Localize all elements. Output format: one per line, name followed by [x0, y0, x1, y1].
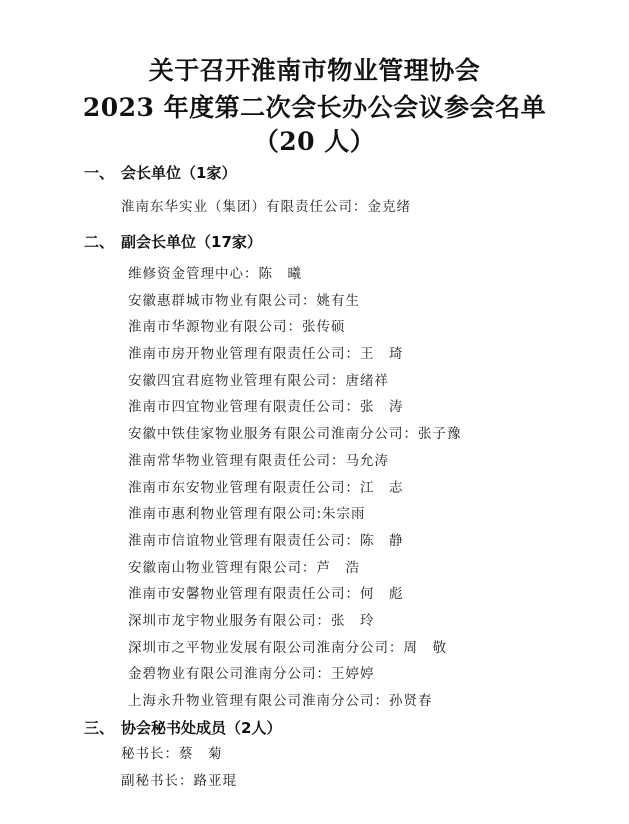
list-item: 金碧物业有限公司淮南分公司：王婷婷 [128, 666, 375, 683]
list-item: 副秘书长：路亚琨 [121, 772, 237, 789]
list-item: 安徽四宜君庭物业管理有限公司：唐绪祥 [128, 372, 389, 389]
list-item: 安徽中铁佳家物业服务有限公司淮南分公司：张子豫 [128, 426, 462, 443]
list-item: 维修资金管理中心：陈 曦 [128, 266, 302, 282]
list-item: 安徽惠群城市物业有限公司：姚有生 [128, 292, 360, 309]
section-title: 协会秘书处成员（2人） [121, 719, 282, 737]
list-item: 淮南市房开物业管理有限责任公司：王 琦 [128, 346, 404, 363]
list-item: 淮南市信谊物业管理有限责任公司：陈 静 [128, 532, 404, 549]
section-title: 会长单位（1家） [121, 164, 237, 182]
list-item: 淮南市东安物业管理有限责任公司：江 志 [128, 479, 404, 496]
section-heading-president [84, 163, 236, 183]
section-number: 一、 [84, 164, 115, 182]
list-item: 上海永升物业管理有限公司淮南分公司：孙贤春 [128, 693, 433, 709]
entry-list-president [121, 194, 411, 221]
document-title-line-2: 2023 年度第二次会长办公会议参会名单 [82, 93, 547, 122]
document-title-line-3: （20 人） [253, 127, 376, 156]
list-item: 深圳市之平物业发展有限公司淮南分公司：周 敬 [128, 639, 447, 656]
section-heading-vice-president [84, 232, 262, 252]
list-item: 秘书长：蔡 菊 [121, 746, 223, 762]
list-item: 淮南市惠利物业管理有限公司:朱宗雨 [128, 506, 366, 523]
list-item: 淮南市四宜物业管理有限责任公司：张 涛 [128, 399, 404, 416]
document-title-line-1: 关于召开淮南市物业管理协会 [148, 56, 481, 85]
list-item: 淮南常华物业管理有限责任公司：马允涛 [128, 452, 389, 469]
list-item: 淮南东华实业（集团）有限责任公司：金克绪 [121, 199, 411, 215]
list-item: 淮南市安馨物业管理有限责任公司：何 彪 [128, 586, 404, 603]
section-title: 副会长单位（17家） [121, 233, 262, 251]
entry-list-vice-president [128, 261, 462, 715]
list-item: 淮南市华源物业有限公司：张传硕 [128, 319, 346, 336]
section-number: 二、 [84, 233, 115, 251]
section-number: 三、 [84, 719, 115, 737]
entry-list-secretariat [121, 741, 237, 794]
list-item: 深圳市龙宇物业服务有限公司：张 玲 [128, 612, 375, 629]
section-heading-secretariat [84, 718, 281, 738]
list-item: 安徽南山物业管理有限公司：芦 浩 [128, 559, 360, 576]
